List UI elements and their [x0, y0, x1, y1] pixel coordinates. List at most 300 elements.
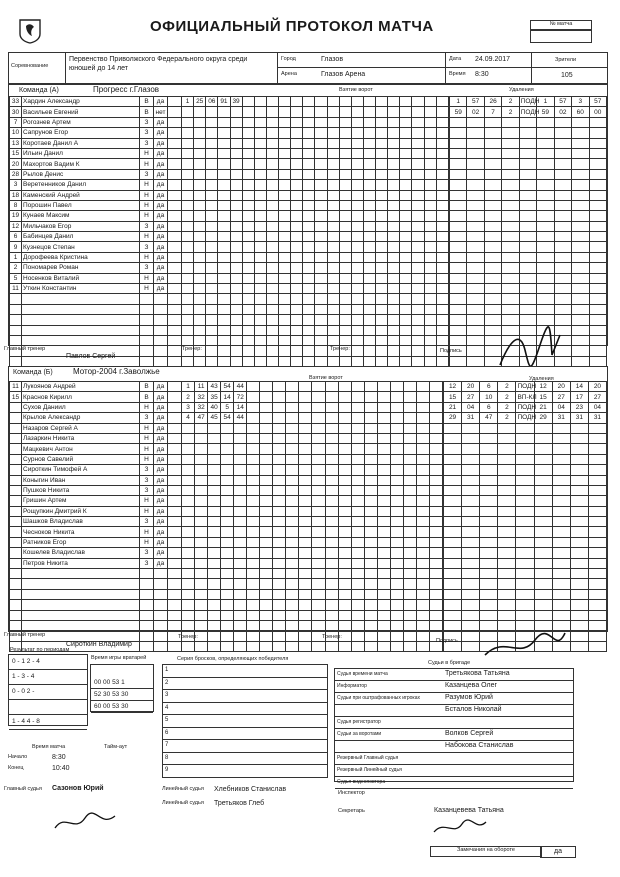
official-row [335, 741, 573, 753]
penalty-min [450, 315, 467, 325]
goal-cell [266, 159, 278, 169]
player-played: да [154, 263, 168, 273]
goal-cell [312, 641, 325, 651]
goal-second [206, 159, 218, 169]
penalty-e2 [588, 454, 606, 464]
goal-cell [364, 496, 377, 506]
roster-row [10, 423, 182, 433]
player-extra [168, 128, 182, 138]
penalty-pm [498, 465, 516, 475]
goal-cell [299, 620, 312, 630]
penalty-reason [516, 589, 534, 599]
goal-scorer [218, 117, 230, 127]
goal-cell [429, 548, 442, 558]
goal-row [182, 517, 443, 527]
goal-cell [436, 252, 448, 262]
goal-cell [436, 304, 448, 314]
penalty-no [484, 211, 501, 221]
penalty-min [444, 485, 462, 495]
official-name: Бсталов Николай [445, 706, 502, 713]
goal-second [206, 294, 218, 304]
penalty-e2 [589, 159, 607, 169]
match-number-label: № матча [530, 20, 592, 31]
goal-cell [338, 569, 351, 579]
roster-row [10, 444, 182, 454]
goal-cell [400, 294, 412, 304]
goal-cell [291, 315, 303, 325]
remarks-label: Замечания на обороте [430, 846, 542, 857]
goal-cell [351, 252, 363, 262]
goal-number [182, 273, 194, 283]
player-played: да [154, 138, 168, 148]
goal-cell [286, 600, 299, 610]
goal-cell [315, 346, 327, 356]
official-name: Разумов Юрий [445, 694, 493, 701]
empty-cell [168, 579, 182, 589]
goal-second [208, 558, 221, 568]
player-position: В [140, 107, 154, 117]
penalty-e2 [588, 641, 606, 651]
goal-number [182, 600, 195, 610]
player-extra [168, 252, 182, 262]
goal-cell [247, 589, 260, 599]
goal-cell [339, 117, 351, 127]
goal-row [182, 548, 443, 558]
goal-cell [403, 600, 416, 610]
shootout-row: 9 [163, 765, 327, 778]
goal-assist [234, 454, 247, 464]
penalty-e2 [588, 569, 606, 579]
empty-cell [22, 294, 140, 304]
goal-cell [364, 433, 377, 443]
goal-scorer [218, 107, 230, 117]
player-played: да [154, 517, 168, 527]
goal-cell [266, 97, 278, 107]
goal-cell [273, 548, 286, 558]
goal-cell [242, 148, 254, 158]
empty-cell [10, 589, 22, 599]
goal-cell [339, 159, 351, 169]
empty-cell [140, 610, 154, 620]
goal-cell [338, 527, 351, 537]
goal-cell [291, 128, 303, 138]
player-name: Васильев Евгений [22, 107, 140, 117]
goal-cell [315, 221, 327, 231]
penalty-e1 [572, 232, 589, 242]
penalty-reason [519, 273, 536, 283]
goal-minute [195, 485, 208, 495]
goal-cell [339, 294, 351, 304]
goal-cell [424, 284, 436, 294]
penalty-row [444, 413, 607, 423]
player-played: да [154, 423, 168, 433]
goal-cell [390, 641, 403, 651]
penalty-s1 [534, 465, 552, 475]
penalty-s2: 20 [552, 382, 570, 392]
goal-cell [315, 242, 327, 252]
player-extra [168, 180, 182, 190]
goal-cell [291, 242, 303, 252]
goal-cell [403, 548, 416, 558]
penalty-e2 [589, 304, 607, 314]
goal-second [208, 631, 221, 641]
goal-cell [390, 402, 403, 412]
goal-cell [390, 610, 403, 620]
goal-cell [327, 128, 339, 138]
goal-cell [327, 159, 339, 169]
player-position: Н [140, 211, 154, 221]
player-name: Петров Никита [22, 558, 140, 568]
penalty-e2 [589, 284, 607, 294]
goal-cell [436, 325, 448, 335]
goal-cell [273, 620, 286, 630]
goal-second [206, 335, 218, 345]
goal-cell [299, 506, 312, 516]
goal-minute [195, 641, 208, 651]
goal-cell [286, 548, 299, 558]
goal-cell [429, 496, 442, 506]
penalty-e2 [588, 537, 606, 547]
penalty-e1 [570, 641, 588, 651]
goal-cell [390, 392, 403, 402]
official-role: Информатор [337, 683, 367, 689]
goal-cell [303, 117, 315, 127]
empty-cell [154, 641, 168, 651]
player-played: нет [154, 107, 168, 117]
goal-cell [338, 641, 351, 651]
player-number: 28 [10, 169, 22, 179]
goal-cell [351, 506, 364, 516]
goal-minute: 11 [195, 382, 208, 392]
penalty-e1: 3 [572, 97, 589, 107]
penalty-pm [502, 190, 519, 200]
team-a-roster [9, 96, 182, 367]
goal-cell [286, 620, 299, 630]
goal-cell [312, 423, 325, 433]
goal-assist [230, 128, 242, 138]
empty-cell [22, 620, 140, 630]
penalty-s1 [537, 200, 554, 210]
penalty-sec [462, 475, 480, 485]
player-played: да [154, 97, 168, 107]
goal-cell [325, 641, 338, 651]
player-position: В [140, 392, 154, 402]
goal-cell [416, 465, 429, 475]
goal-cell [412, 325, 424, 335]
penalty-reason [519, 190, 536, 200]
goal-cell [412, 117, 424, 127]
roster-row [10, 610, 182, 620]
penalty-no [484, 138, 501, 148]
goal-cell [429, 517, 442, 527]
goalie-row: 00 00 53 1 [91, 677, 153, 689]
goal-cell [429, 506, 442, 516]
player-played: да [154, 496, 168, 506]
goal-scorer: 14 [221, 392, 234, 402]
penalty-pm [498, 569, 516, 579]
empty-cell [168, 304, 182, 314]
goal-minute [194, 252, 206, 262]
empty-cell [168, 315, 182, 325]
penalty-reason [519, 138, 536, 148]
goal-cell [351, 600, 364, 610]
goal-cell [424, 138, 436, 148]
goal-cell [416, 433, 429, 443]
goal-cell [376, 180, 388, 190]
goal-cell [403, 423, 416, 433]
goal-cell [312, 600, 325, 610]
goal-cell [377, 548, 390, 558]
penalty-e2 [589, 346, 607, 356]
goal-cell [403, 465, 416, 475]
goal-row [182, 294, 449, 304]
penalty-s2 [552, 548, 570, 558]
goal-cell [247, 620, 260, 630]
goal-second [206, 252, 218, 262]
penalty-sec [462, 444, 480, 454]
penalty-sec [467, 284, 484, 294]
goal-row [182, 579, 443, 589]
goal-cell [291, 117, 303, 127]
penalty-s2 [552, 579, 570, 589]
goal-cell [424, 325, 436, 335]
goal-cell [273, 641, 286, 651]
roster-row [10, 221, 182, 231]
goal-assist: 44 [234, 413, 247, 423]
goal-cell [377, 589, 390, 599]
goal-minute [195, 527, 208, 537]
goal-cell [403, 392, 416, 402]
goal-cell [299, 496, 312, 506]
goal-cell [416, 631, 429, 641]
goal-cell [363, 200, 375, 210]
penalty-reason: ПОДН [520, 108, 540, 116]
goal-assist [234, 423, 247, 433]
goal-cell [338, 496, 351, 506]
penalty-e2 [589, 190, 607, 200]
goal-scorer [221, 579, 234, 589]
goal-cell [351, 232, 363, 242]
goal-scorer [218, 284, 230, 294]
goal-row [182, 600, 443, 610]
goal-cell [429, 485, 442, 495]
goal-cell [388, 180, 400, 190]
penalty-row [444, 485, 607, 495]
player-position: З [140, 117, 154, 127]
roster-row [10, 148, 182, 158]
goal-cell [299, 485, 312, 495]
goal-cell [315, 159, 327, 169]
goal-cell [351, 485, 364, 495]
goal-cell [315, 180, 327, 190]
goal-minute [194, 128, 206, 138]
goal-cell [315, 284, 327, 294]
team-b-penalties-header: Удаления [529, 376, 554, 382]
goal-row [182, 346, 449, 356]
goal-cell [436, 315, 448, 325]
goal-cell [351, 382, 364, 392]
goal-scorer [218, 304, 230, 314]
goal-cell [403, 569, 416, 579]
penalty-row [444, 454, 607, 464]
goal-minute [194, 304, 206, 314]
goal-cell [303, 190, 315, 200]
goal-cell [266, 294, 278, 304]
goal-cell [376, 346, 388, 356]
player-played: да [154, 148, 168, 158]
penalty-e1 [570, 589, 588, 599]
goal-cell [291, 148, 303, 158]
goal-cell [377, 454, 390, 464]
goal-cell [400, 148, 412, 158]
penalty-no [484, 232, 501, 242]
goal-cell [351, 221, 363, 231]
penalty-s2 [554, 284, 571, 294]
penalty-min [450, 190, 467, 200]
goal-scorer [221, 537, 234, 547]
goal-cell [279, 242, 291, 252]
goal-assist [230, 252, 242, 262]
goal-cell [312, 454, 325, 464]
goal-cell [424, 200, 436, 210]
goal-second: 45 [208, 413, 221, 423]
goal-assist [234, 610, 247, 620]
goal-cell [303, 273, 315, 283]
penalty-s1 [534, 454, 552, 464]
goal-cell [429, 569, 442, 579]
goal-cell [299, 444, 312, 454]
goal-number [182, 190, 194, 200]
goal-cell [338, 444, 351, 454]
penalty-row [450, 148, 607, 158]
goal-cell [247, 423, 260, 433]
goal-cell [436, 159, 448, 169]
goal-cell [338, 423, 351, 433]
penalty-s2: 02 [554, 107, 571, 117]
goal-cell [279, 335, 291, 345]
penalty-no [480, 496, 498, 506]
penalty-sec [462, 641, 480, 651]
player-name: Веретенников Данил [22, 180, 140, 190]
goal-cell [312, 517, 325, 527]
goal-scorer [218, 221, 230, 231]
goal-cell [260, 548, 273, 558]
goal-cell [303, 200, 315, 210]
goal-cell [363, 325, 375, 335]
goal-cell [403, 433, 416, 443]
player-name: Кошелев Владислав [22, 548, 140, 558]
goal-cell [436, 221, 448, 231]
penalty-reason [519, 252, 536, 262]
empty-cell [10, 315, 22, 325]
goal-cell [286, 392, 299, 402]
goal-minute [194, 138, 206, 148]
goal-cell [273, 465, 286, 475]
goal-cell [338, 392, 351, 402]
player-extra [168, 200, 182, 210]
player-name: Рылов Денис [22, 169, 140, 179]
goal-cell [260, 600, 273, 610]
roster-row [10, 304, 182, 314]
player-extra [168, 454, 182, 464]
goal-cell [388, 232, 400, 242]
goal-number [182, 117, 194, 127]
goal-scorer [218, 159, 230, 169]
goal-cell [376, 335, 388, 345]
goal-cell [312, 548, 325, 558]
goal-cell [327, 190, 339, 200]
penalty-e1 [572, 190, 589, 200]
goal-cell [364, 610, 377, 620]
player-extra [168, 433, 182, 443]
goal-cell [416, 444, 429, 454]
penalty-s2 [554, 252, 571, 262]
goal-cell [363, 242, 375, 252]
player-number: 3 [10, 180, 22, 190]
penalty-e2 [588, 620, 606, 630]
goal-cell [266, 138, 278, 148]
penalty-e2 [588, 496, 606, 506]
penalty-reason [519, 263, 536, 273]
penalty-e1 [572, 128, 589, 138]
goal-cell [403, 444, 416, 454]
player-extra [168, 392, 182, 402]
goal-cell [315, 263, 327, 273]
goal-row [182, 392, 443, 402]
goal-scorer [218, 315, 230, 325]
goal-cell [351, 444, 364, 454]
goal-cell [424, 117, 436, 127]
goal-number [182, 200, 194, 210]
goal-cell [403, 506, 416, 516]
brigade-title: Судьи в бригаде [428, 660, 471, 666]
goal-cell [338, 548, 351, 558]
penalty-reason [519, 148, 536, 158]
goal-minute [194, 107, 206, 117]
penalty-e1 [570, 579, 588, 589]
goal-cell [273, 413, 286, 423]
goal-minute [195, 610, 208, 620]
player-played: да [154, 382, 168, 392]
goal-cell [279, 190, 291, 200]
goal-cell [377, 433, 390, 443]
goal-cell [315, 211, 327, 221]
goal-second: 40 [208, 402, 221, 412]
empty-cell [168, 325, 182, 335]
goal-cell [403, 382, 416, 392]
goal-cell [436, 294, 448, 304]
goal-scorer: 54 [221, 382, 234, 392]
penalty-sec [462, 485, 480, 495]
penalty-reason [516, 579, 534, 589]
penalty-e1 [570, 517, 588, 527]
goal-cell [325, 475, 338, 485]
team-a-goals-header: Взятие ворот [339, 87, 373, 93]
goal-cell [286, 641, 299, 651]
team-b-trainer-label-2: Тренер: [322, 634, 342, 640]
player-played: да [154, 465, 168, 475]
penalty-s1 [537, 148, 554, 158]
goal-cell [291, 335, 303, 345]
penalty-pm: 2 [502, 107, 519, 117]
player-position: Н [140, 506, 154, 516]
goal-cell [436, 335, 448, 345]
goal-cell [299, 558, 312, 568]
goal-cell [339, 211, 351, 221]
official-role: Резервный Главный судья [337, 755, 399, 761]
penalty-e1 [572, 242, 589, 252]
spectators-value: 105 [561, 72, 573, 79]
